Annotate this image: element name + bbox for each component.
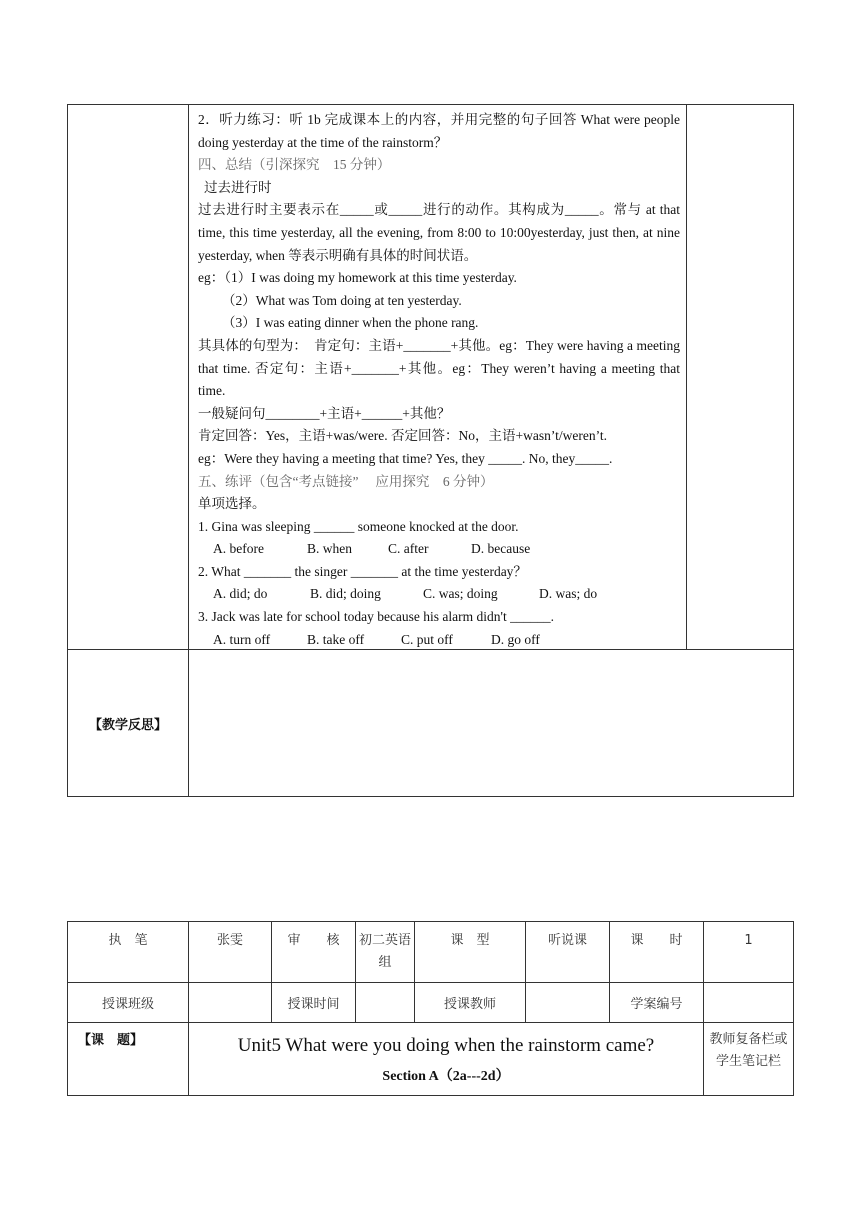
- time-label: 授课时间: [272, 983, 356, 1023]
- option: D. go off: [491, 631, 540, 647]
- type-label: 课 型: [415, 922, 526, 983]
- answer-pattern: 肯定回答：Yes，主语+was/were. 否定回答：No，主语+wasn’t/weren’t.: [198, 428, 607, 444]
- listening-practice: 2．听力练习：听 1b 完成课本上的内容，并用完整的句子回答 What were people doing yesterday at the time of the rainstorm？: [198, 112, 680, 150]
- plan-no-label: 学案编号: [610, 983, 704, 1023]
- sentence-patterns: 其具体的句型为： 肯定句：主语+_______+其他。eg：They were having a meeting that time. 否定句：主语+_______+其他。eg：They weren’t having a meeting that time.: [198, 337, 680, 399]
- example-1: eg：（1）I was doing my homework at this time yesterday.: [198, 270, 517, 286]
- period-value: 1: [704, 922, 794, 983]
- multiple-choice-heading: 单项选择。: [198, 496, 266, 512]
- content-cell: [189, 105, 687, 650]
- topic-cell: [189, 1023, 704, 1096]
- writer-label: 执 笔: [68, 922, 189, 983]
- period-label: 课 时: [610, 922, 704, 983]
- topic-label: 【课 题】: [68, 1023, 189, 1096]
- reflection-label: 【教学反思】: [68, 650, 189, 797]
- reflection-blank: [189, 650, 794, 797]
- lesson-section: Section A（2a---2d）: [382, 1069, 510, 1084]
- question-3-options: [198, 629, 680, 649]
- option: A. before: [213, 541, 264, 557]
- question-1: 1. Gina was sleeping ______ someone knocked at the door.: [198, 518, 519, 534]
- option: D. because: [471, 541, 531, 557]
- class-value: [189, 983, 272, 1023]
- notes-column-label: 教师复备栏或学生笔记栏: [704, 1023, 794, 1096]
- example-2: （2）What was Tom doing at ten yesterday.: [222, 292, 462, 308]
- past-continuous-heading: 过去进行时: [204, 179, 272, 195]
- type-value: 听说课: [526, 922, 610, 983]
- writer-value: 张雯: [189, 922, 272, 983]
- question-pattern: 一般疑问句________+主语+______+其他？: [198, 405, 451, 421]
- section-practice-heading: 五、练评（包含“考点链接” 应用探究 6 分钟）: [198, 473, 494, 489]
- option: B. take off: [307, 631, 365, 647]
- option: B. did; doing: [310, 586, 381, 602]
- reviewer-label: 审 核: [272, 922, 356, 983]
- question-2: 2. What _______ the singer _______ at the time yesterday？: [198, 563, 527, 579]
- question-1-options: [198, 538, 680, 561]
- left-blank-cell: [68, 105, 189, 650]
- past-continuous-usage: 过去进行时主要表示在_____或_____进行的动作。其构成为_____。常与 at that time, this time yesterday, all the evening, from 8:00 to 10:00yesterday, just then, at nine yesterday, when 等表示明确有具体的时间状语。: [198, 202, 680, 263]
- section-summary-heading: 四、总结（引深探究 15 分钟）: [198, 157, 391, 173]
- option: B. when: [307, 541, 352, 557]
- teacher-value: [526, 983, 610, 1023]
- lesson-title: Unit5 What were you doing when the rainstorm came?: [237, 1035, 655, 1056]
- option: D. was; do: [539, 586, 598, 602]
- option: A. did; do: [213, 586, 268, 602]
- example-3: （3）I was eating dinner when the phone rang.: [222, 315, 479, 331]
- option: A. turn off: [213, 631, 271, 647]
- lesson-content-table: [67, 104, 794, 797]
- notes-blank-cell: [687, 105, 794, 650]
- lesson-info-table: [67, 921, 794, 1096]
- plan-no-value: [704, 983, 794, 1023]
- answer-example: eg：Were they having a meeting that time? Yes, they _____. No, they_____.: [198, 450, 613, 466]
- option: C. after: [388, 541, 429, 557]
- option: C. put off: [401, 631, 453, 647]
- class-label: 授课班级: [68, 983, 189, 1023]
- time-value: [356, 983, 415, 1023]
- teacher-label: 授课教师: [415, 983, 526, 1023]
- question-2-options: [198, 583, 680, 606]
- option: C. was; doing: [423, 586, 498, 602]
- reviewer-value: 初二英语组: [356, 922, 415, 983]
- question-3: 3. Jack was late for school today because his alarm didn't ______.: [198, 609, 554, 625]
